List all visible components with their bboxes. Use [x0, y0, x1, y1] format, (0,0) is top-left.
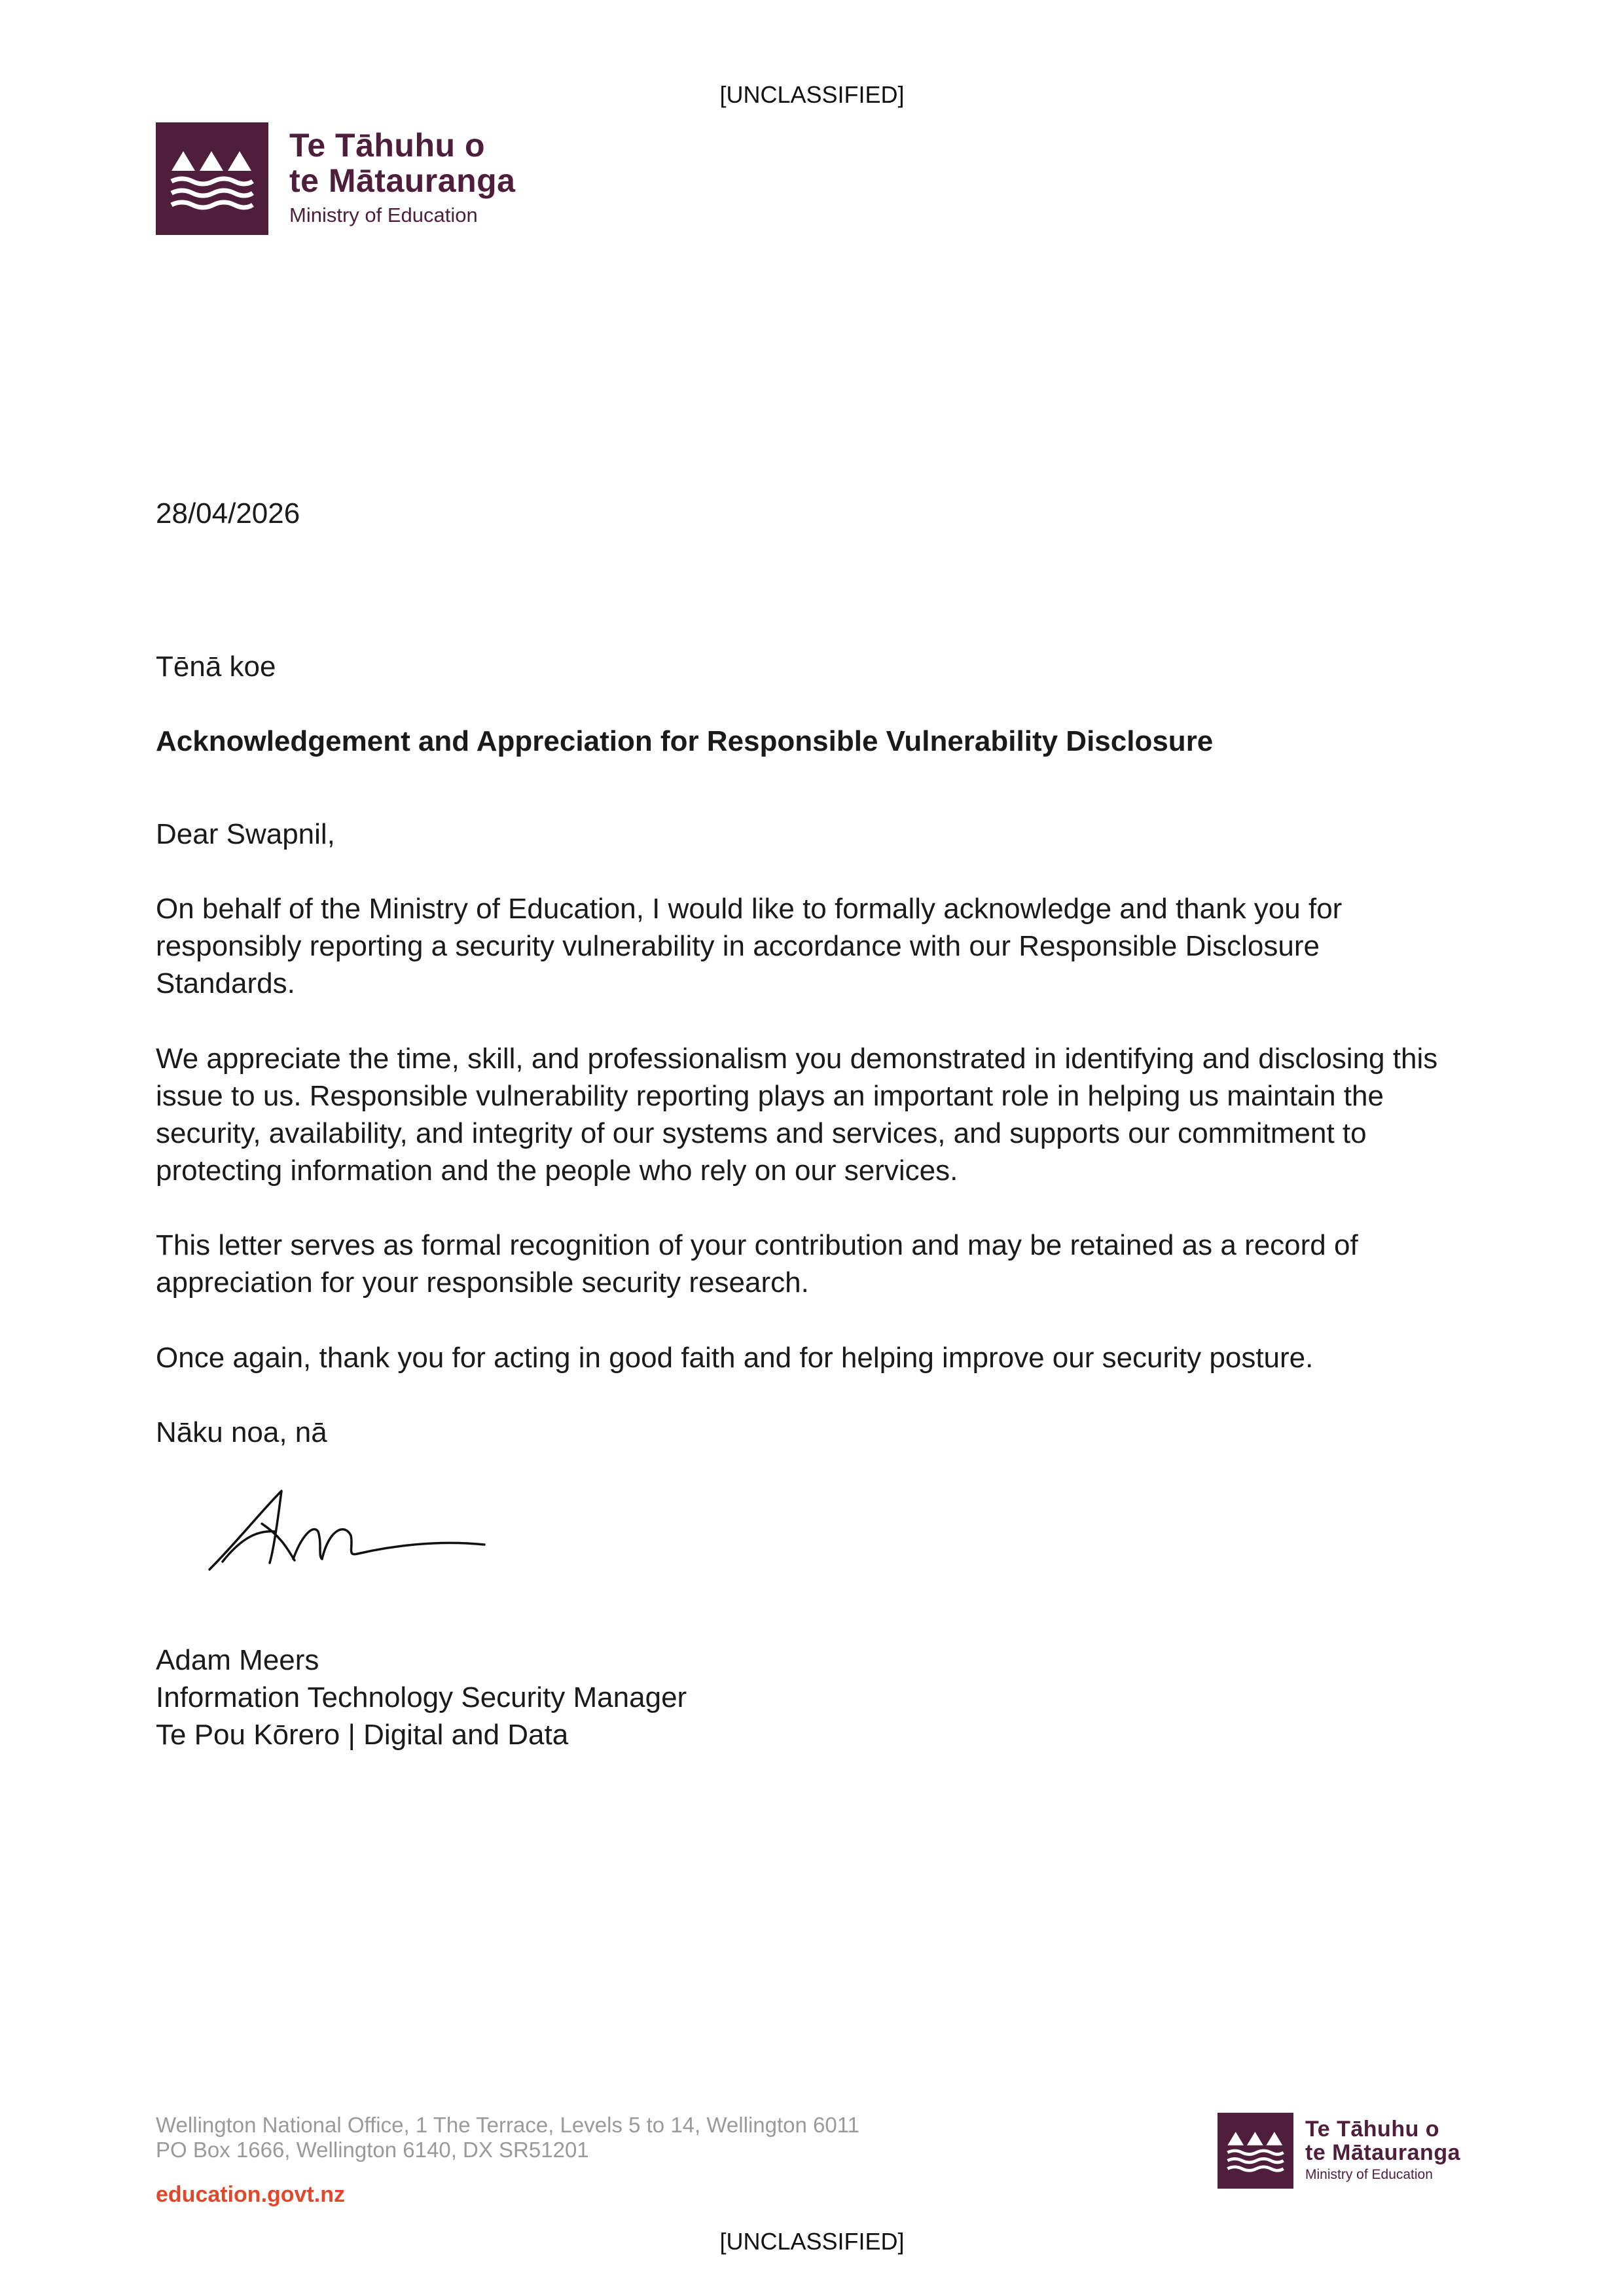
- logo-line-2: te Mātauranga: [289, 162, 516, 199]
- letter-salutation: Dear Swapnil,: [156, 818, 335, 850]
- logo-line-3: Ministry of Education: [1305, 2167, 1433, 2182]
- signer-name: Adam Meers: [156, 1644, 319, 1676]
- body-paragraph: Once again, thank you for acting in good faith and for helping improve our security posture.: [156, 1342, 1314, 1374]
- letter-closing: Nāku noa, nā: [156, 1416, 327, 1448]
- signer-unit: Te Pou Kōrero | Digital and Data: [156, 1719, 569, 1751]
- ministry-logo: [156, 122, 515, 235]
- footer-address: [156, 2113, 859, 2162]
- logo-line-1: Te Tāhuhu o: [289, 127, 485, 164]
- logo-wordmark: [289, 128, 515, 230]
- logo-line-3: Ministry of Education: [289, 204, 478, 226]
- signer-title: Information Technology Security Manager: [156, 1681, 687, 1713]
- classification-header: [UNCLASSIFIED]: [719, 81, 905, 108]
- logo-mark-icon: [156, 122, 268, 235]
- logo-line-2: te Mātauranga: [1305, 2140, 1460, 2165]
- body-paragraph: We appreciate the time, skill, and professionalism you demonstrated in identifying and disclosing this issue to us. Responsible vulnerability reporting plays an important role in helping us maintain the security, availability, and integrity of our systems and services, and supports our commitment to protecting information and the people who rely on our services.: [156, 1043, 1438, 1187]
- footer-address-line-2: PO Box 1666, Wellington 6140, DX SR51201: [156, 2138, 589, 2162]
- signature-block: [156, 1641, 687, 1753]
- letter-greeting: Tēnā koe: [156, 651, 276, 683]
- footer-address-line-1: Wellington National Office, 1 The Terrace, Levels 5 to 14, Wellington 6011: [156, 2113, 859, 2137]
- body-paragraph: This letter serves as formal recognition of your contribution and may be retained as a record of appreciation for your responsible security research.: [156, 1229, 1358, 1299]
- logo-mark-icon: [1218, 2113, 1293, 2189]
- footer-website-link[interactable]: education.govt.nz: [156, 2182, 345, 2207]
- letter-subject: Acknowledgement and Appreciation for Responsible Vulnerability Disclosure: [156, 725, 1214, 757]
- logo-line-1: Te Tāhuhu o: [1305, 2117, 1440, 2142]
- ministry-logo-footer: [1218, 2113, 1460, 2189]
- letter-date: 28/04/2026: [156, 497, 300, 529]
- handwritten-signature: [196, 1484, 497, 1589]
- classification-footer: [UNCLASSIFIED]: [719, 2228, 905, 2255]
- logo-wordmark: [1305, 2117, 1460, 2184]
- body-paragraph: On behalf of the Ministry of Education, I would like to formally acknowledge and thank you for responsibly reporting a security vulnerability in accordance with our Responsible Disclosure Standards.: [156, 893, 1343, 999]
